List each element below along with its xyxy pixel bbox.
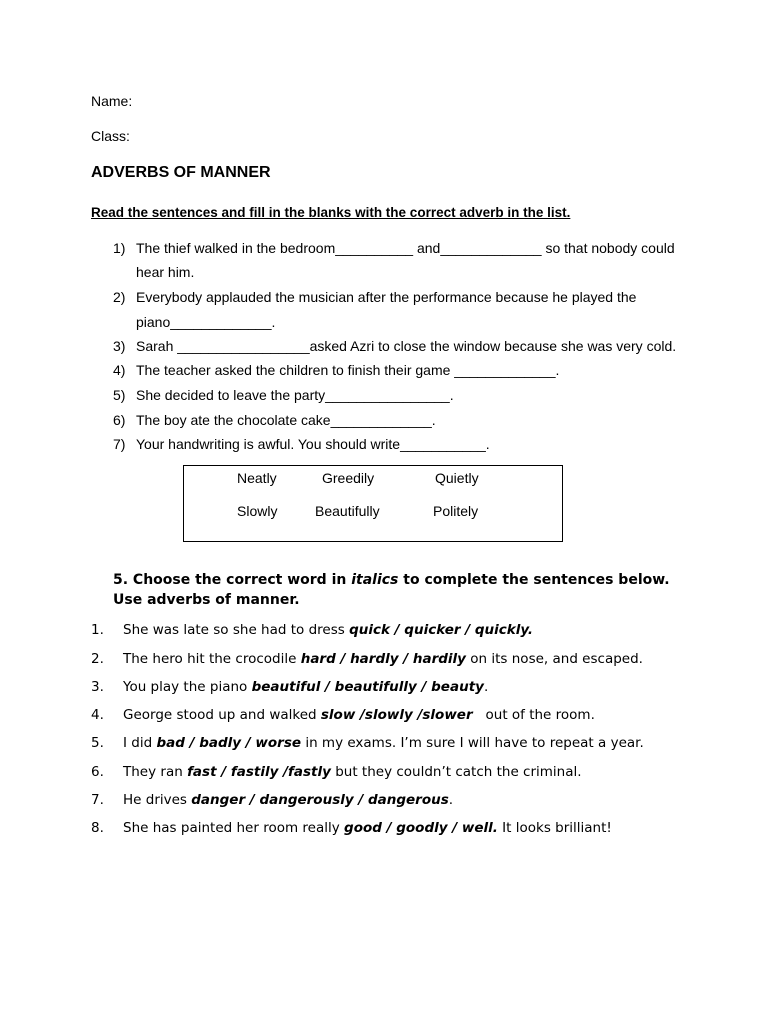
word-option: Beautifully [315,503,380,519]
item-number: 3. [91,679,104,695]
item-sentence [123,792,453,808]
item-number: 7) [113,436,126,452]
sentence-text: I did [123,735,157,751]
item-text: The boy ate the chocolate cake_____________. [136,412,436,428]
sentence-text: You play the piano [123,679,252,695]
section-5-heading [113,572,670,588]
item-number: 6. [91,764,104,780]
item-number: 2) [113,289,126,305]
word-option: Quietly [435,470,479,486]
sentence-text: The hero hit the crocodile [123,651,301,667]
item-number: 8. [91,820,104,836]
item-number: 6) [113,412,126,428]
word-choices: hard / hardly / hardily [300,651,466,667]
item-text: The teacher asked the children to finish their game _____________. [136,362,560,378]
sentence-text: on its nose, and escaped. [465,651,643,667]
word-choices: good / goodly / well. [344,820,498,836]
word-option: Greedily [322,470,375,486]
sentence-text: in my exams. I’m sure I will have to repeat a year. [301,735,644,751]
item-text: Everybody applauded the musician after the performance because he played the [136,289,637,305]
sentence-text: . [483,679,489,695]
word-option: Neatly [237,470,277,486]
word-option: Slowly [237,503,278,519]
heading-text: 5. Choose the correct word in [113,572,352,588]
worksheet-title: ADVERBS OF MANNER [91,164,271,181]
item-number: 3) [113,338,126,354]
item-text-continued: piano_____________. [136,314,276,330]
item-sentence [123,764,582,780]
word-choices: bad / badly / worse [156,735,302,751]
sentence-text: George stood up and walked [123,707,321,723]
instruction-text: Read the sentences and fill in the blanks with the correct adverb in the list. [91,205,571,220]
item-text: She decided to leave the party________________. [136,387,454,403]
item-text: Sarah _________________asked Azri to close the window because she was very cold. [136,338,677,354]
item-number: 2. [91,651,104,667]
word-choices: quick / quicker / quickly. [349,622,534,638]
sentence-text: He drives [123,792,192,808]
word-choices: slow /slowly /slower [320,707,473,723]
sentence-text: but they couldn’t catch the criminal. [330,764,582,780]
section-5-heading-line2: Use adverbs of manner. [113,592,300,608]
item-number: 1. [91,622,104,638]
item-sentence [123,735,644,751]
item-number: 1) [113,240,126,256]
name-label: Name: [91,93,133,109]
item-number: 7. [91,792,104,808]
word-choices: danger / dangerously / dangerous [191,792,449,808]
class-label: Class: [91,128,130,144]
sentence-text: She was late so she had to dress [123,622,350,638]
item-sentence [123,622,533,638]
sentence-text: She has painted her room really [123,820,345,836]
item-number: 4. [91,707,104,723]
word-choices: fast / fastily /fastly [187,764,331,780]
word-option: Politely [433,503,479,519]
item-text: Your handwriting is awful. You should write___________. [136,436,490,452]
heading-text: to complete the sentences below. [398,572,670,588]
sentence-text: It looks brilliant! [497,820,612,836]
item-number: 5. [91,735,104,751]
item-number: 5) [113,387,126,403]
word-choices: beautiful / beautifully / beauty [251,679,484,695]
heading-italic-text: italics [351,572,399,588]
word-list-box [183,465,563,542]
item-sentence [123,820,612,836]
sentence-text: . [448,792,454,808]
item-text-continued: hear him. [136,264,195,280]
item-text: The thief walked in the bedroom__________ and_____________ so that nobody could [136,240,675,256]
sentence-text: They ran [123,764,188,780]
sentence-text: out of the room. [472,707,595,723]
item-sentence [123,679,488,695]
item-number: 4) [113,362,126,378]
item-sentence [123,651,643,667]
item-sentence [123,707,595,723]
